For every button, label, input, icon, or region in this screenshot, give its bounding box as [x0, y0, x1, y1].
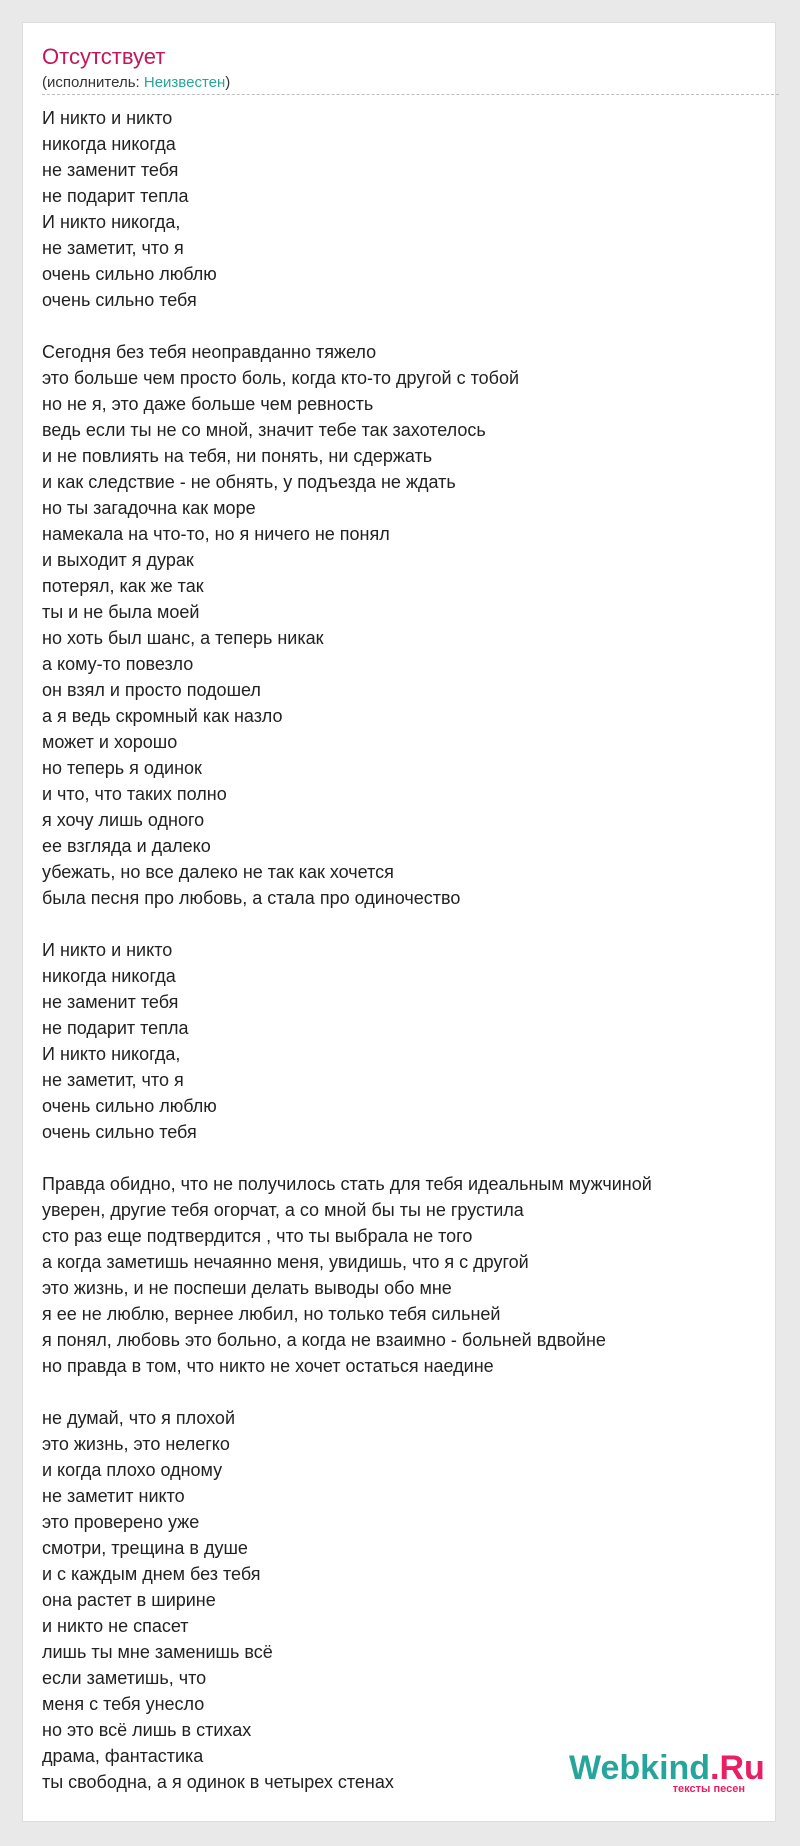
lyric-line: намекала на что-то, но я ничего не понял: [42, 524, 390, 544]
lyric-line: если заметишь, что: [42, 1668, 207, 1688]
lyric-line: но это всё лишь в стихах: [42, 1720, 252, 1740]
lyric-line: очень сильно люблю: [42, 1096, 217, 1116]
lyric-line: никогда никогда: [42, 966, 176, 986]
lyric-line: и никто не спасет: [42, 1616, 189, 1636]
lyric-line: и с каждым днем без тебя: [42, 1564, 261, 1584]
artist-link[interactable]: Неизвестен: [143, 74, 226, 91]
lyric-line: была песня про любовь, а стала про одиночество: [42, 888, 461, 908]
lyric-line: И никто никогда,: [42, 212, 181, 232]
lyric-line: ты свободна, а я одинок в четырех стенах: [42, 1772, 394, 1792]
lyric-line: И никто никогда,: [42, 1044, 181, 1064]
lyric-line: но теперь я одинок: [42, 758, 202, 778]
site-logo[interactable]: [569, 1749, 765, 1809]
lyric-line: может и хорошо: [42, 732, 178, 752]
lyric-line: очень сильно люблю: [42, 264, 217, 284]
artist-suffix: ): [225, 74, 231, 91]
lyric-line: а я ведь скромный как назло: [42, 706, 283, 726]
lyric-line: убежать, но все далеко не так как хочется: [42, 862, 394, 882]
lyric-line: ты и не была моей: [42, 602, 200, 622]
stanza-break: [42, 911, 652, 937]
lyric-line: очень сильно тебя: [42, 290, 197, 310]
lyric-line: никогда никогда: [42, 134, 176, 154]
lyrics-text: [42, 105, 652, 1795]
lyric-line: но правда в том, что никто не хочет остаться наедине: [42, 1356, 494, 1376]
lyric-line: не заменит тебя: [42, 992, 179, 1012]
lyric-line: Сегодня без тебя неоправданно тяжело: [42, 342, 377, 362]
lyric-line: это жизнь, и не поспеши делать выводы обо мне: [42, 1278, 452, 1298]
lyric-line: не заметит, что я: [42, 238, 184, 258]
lyric-line: это больше чем просто боль, когда кто-то другой с тобой: [42, 368, 520, 388]
artist-line: [42, 73, 230, 93]
lyric-line: но ты загадочна как море: [42, 498, 256, 518]
lyric-line: она растет в ширине: [42, 1590, 216, 1610]
lyric-line: драма, фантастика: [42, 1746, 204, 1766]
lyric-line: не думай, что я плохой: [42, 1408, 235, 1428]
lyric-line: он взял и просто подошел: [42, 680, 261, 700]
lyric-line: это проверено уже: [42, 1512, 200, 1532]
lyric-line: не подарит тепла: [42, 1018, 189, 1038]
lyric-line: но не я, это даже больше чем ревность: [42, 394, 374, 414]
logo-brand: Webkind: [569, 1749, 711, 1787]
stanza-break: [42, 1379, 652, 1405]
lyric-line: и что, что таких полно: [42, 784, 227, 804]
lyric-line: не заменит тебя: [42, 160, 179, 180]
song-title: Отсутствует: [42, 44, 166, 69]
header-divider: [42, 94, 779, 95]
lyric-line: а когда заметишь нечаянно меня, увидишь, что я с другой: [42, 1252, 529, 1272]
lyric-line: очень сильно тебя: [42, 1122, 197, 1142]
lyric-line: я ее не люблю, вернее любил, но только тебя сильней: [42, 1304, 501, 1324]
lyric-line: потерял, как же так: [42, 576, 204, 596]
lyric-line: и выходит я дурак: [42, 550, 194, 570]
lyric-line: я хочу лишь одного: [42, 810, 205, 830]
lyric-line: это жизнь, это нелегко: [42, 1434, 230, 1454]
lyric-line: и не повлиять на тебя, ни понять, ни сдержать: [42, 446, 433, 466]
lyric-line: меня с тебя унесло: [42, 1694, 205, 1714]
lyric-line: а кому-то повезло: [42, 654, 194, 674]
artist-prefix: (исполнитель:: [42, 74, 144, 91]
lyric-line: смотри, трещина в душе: [42, 1538, 248, 1558]
lyric-line: уверен, другие тебя огорчат, а со мной бы ты не грустила: [42, 1200, 524, 1220]
logo-tld: .Ru: [710, 1749, 765, 1787]
lyric-line: Правда обидно, что не получилось стать для тебя идеальным мужчиной: [42, 1174, 652, 1194]
lyric-line: лишь ты мне заменишь всё: [42, 1642, 273, 1662]
lyric-line: и как следствие - не обнять, у подъезда не ждать: [42, 472, 456, 492]
lyric-line: ведь если ты не со мной, значит тебе так захотелось: [42, 420, 486, 440]
stanza-break: [42, 1145, 652, 1171]
lyric-line: и когда плохо одному: [42, 1460, 223, 1480]
lyric-line: но хоть был шанс, а теперь никак: [42, 628, 324, 648]
lyric-line: не заметит, что я: [42, 1070, 184, 1090]
lyric-line: ее взгляда и далеко: [42, 836, 211, 856]
lyrics-card: [22, 22, 776, 1822]
lyric-line: я понял, любовь это больно, а когда не взаимно - больней вдвойне: [42, 1330, 606, 1350]
lyric-line: не подарит тепла: [42, 186, 189, 206]
lyric-line: И никто и никто: [42, 940, 173, 960]
lyric-line: не заметит никто: [42, 1486, 185, 1506]
logo-tagline: тексты песен: [672, 1783, 745, 1795]
lyric-line: сто раз еще подтвердится , что ты выбрала не того: [42, 1226, 473, 1246]
lyric-line: И никто и никто: [42, 108, 173, 128]
stanza-break: [42, 313, 652, 339]
